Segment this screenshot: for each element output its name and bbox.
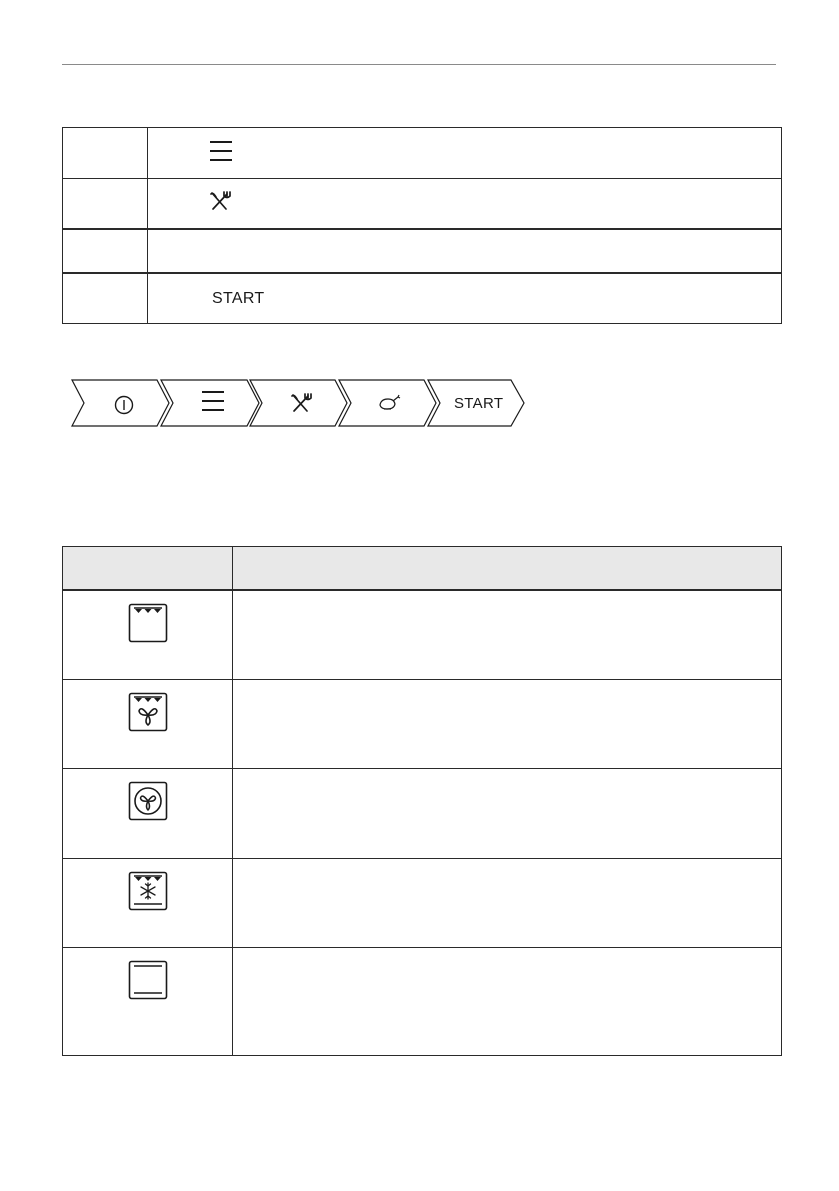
cutlery-icon: [292, 394, 311, 411]
step-number-cell: [63, 273, 148, 324]
fan-icon: [128, 781, 168, 821]
table-row: [63, 229, 782, 273]
flow-step-1: [72, 380, 169, 426]
function-icon-cell: [63, 590, 233, 680]
function-description-cell: [233, 680, 782, 769]
table-header-row: [63, 547, 782, 591]
bottom-heat-icon: [128, 960, 168, 1000]
function-description-cell: [233, 590, 782, 680]
defrost-icon: [128, 871, 168, 911]
step-instruction-cell: [148, 273, 782, 324]
function-icon-cell: [63, 948, 233, 1056]
power-icon: [116, 397, 133, 414]
step-instruction-cell: [148, 179, 782, 230]
menu-icon: [202, 392, 224, 410]
table-row: [63, 859, 782, 948]
table-row: [63, 590, 782, 680]
top-heat-fan-icon: [128, 692, 168, 732]
menu-icon: [209, 140, 233, 167]
table-row: [63, 948, 782, 1056]
top-heat-icon: [128, 603, 168, 643]
header-cell-description: [233, 547, 782, 591]
table-row: [63, 179, 782, 230]
flow-step-3: [250, 380, 347, 426]
cutlery-icon: [209, 191, 231, 216]
function-description-cell: [233, 859, 782, 948]
table-row: [63, 680, 782, 769]
step-instruction-cell: [148, 229, 782, 273]
table-row: [63, 769, 782, 859]
function-icon-cell: [63, 680, 233, 769]
header-cell-symbol: [63, 547, 233, 591]
flow-start-label: START: [454, 395, 504, 412]
table-row: [63, 128, 782, 179]
top-divider: [62, 64, 776, 65]
step-number-cell: [63, 128, 148, 179]
function-description-cell: [233, 948, 782, 1056]
table-row: [63, 273, 782, 324]
flow-step-4: [339, 380, 436, 426]
step-number-cell: [63, 229, 148, 273]
roast-chicken-icon: [380, 395, 400, 409]
function-icon-cell: [63, 859, 233, 948]
function-description-cell: [233, 769, 782, 859]
step-instruction-cell: [148, 128, 782, 179]
steps-table: [62, 127, 782, 324]
function-icon-cell: [63, 769, 233, 859]
step-number-cell: [63, 179, 148, 230]
start-label: START: [212, 289, 265, 307]
flow-step-2: [161, 380, 259, 426]
functions-table: [62, 546, 782, 1056]
